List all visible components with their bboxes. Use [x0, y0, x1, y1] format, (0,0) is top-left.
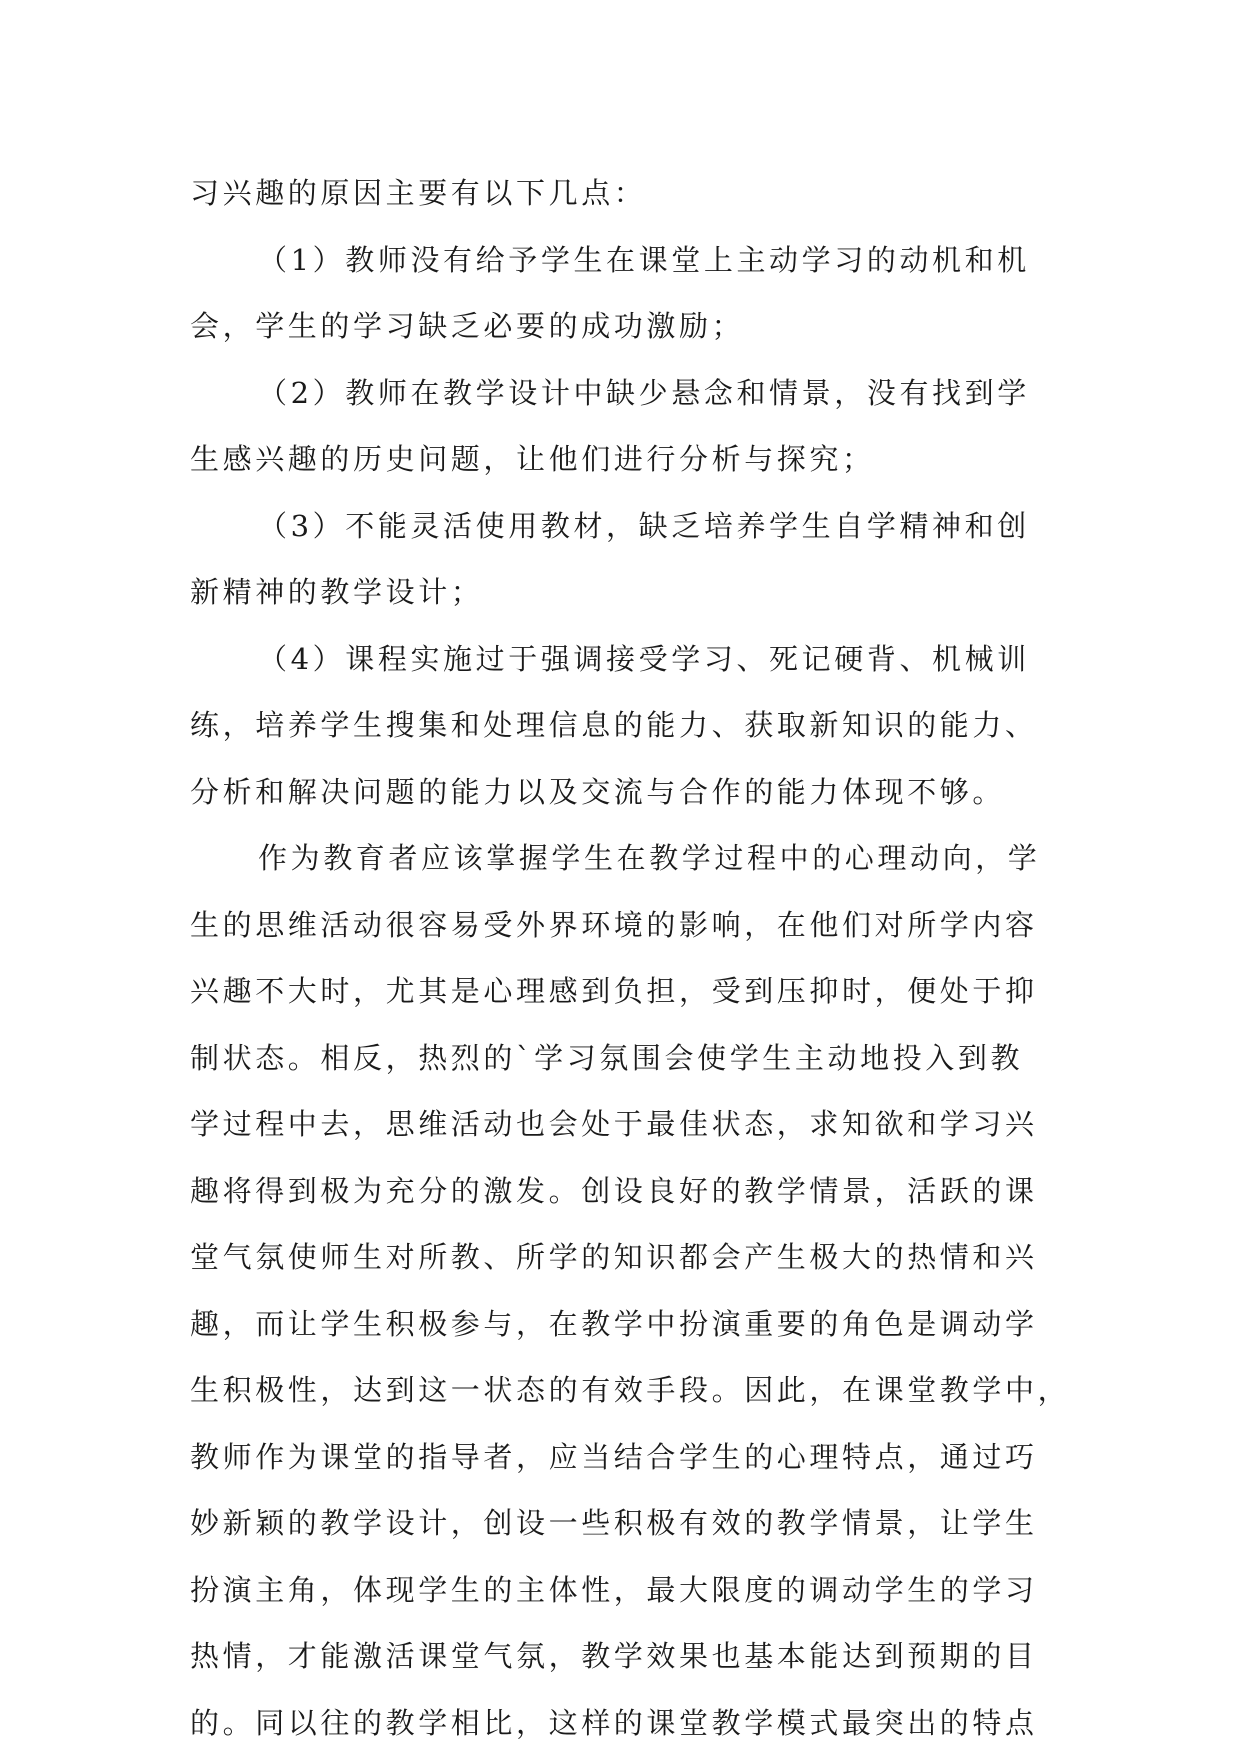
text-line: 习兴趣的原因主要有以下几点： — [190, 160, 1052, 227]
text-line: 新精神的教学设计； — [190, 559, 1052, 626]
text-line: （2）教师在教学设计中缺少悬念和情景，没有找到学 — [190, 360, 1052, 427]
text-line: 趣将得到极为充分的激发。创设良好的教学情景，活跃的课 — [190, 1158, 1052, 1225]
text-line: 分析和解决问题的能力以及交流与合作的能力体现不够。 — [190, 759, 1052, 826]
text-line: 生的思维活动很容易受外界环境的影响，在他们对所学内容 — [190, 892, 1052, 959]
text-line: 制状态。相反，热烈的`学习氛围会使学生主动地投入到教 — [190, 1025, 1052, 1092]
text-line: （3）不能灵活使用教材，缺乏培养学生自学精神和创 — [190, 493, 1052, 560]
text-line: 生积极性，达到这一状态的有效手段。因此，在课堂教学中， — [190, 1357, 1052, 1424]
text-line: 堂气氛使师生对所教、所学的知识都会产生极大的热情和兴 — [190, 1224, 1052, 1291]
text-line: 教师作为课堂的指导者，应当结合学生的心理特点，通过巧 — [190, 1424, 1052, 1491]
text-line: 学过程中去，思维活动也会处于最佳状态，求知欲和学习兴 — [190, 1091, 1052, 1158]
text-line: 会，学生的学习缺乏必要的成功激励； — [190, 293, 1052, 360]
text-line: 练，培养学生搜集和处理信息的能力、获取新知识的能力、 — [190, 692, 1052, 759]
text-line: （4）课程实施过于强调接受学习、死记硬背、机械训 — [190, 626, 1052, 693]
text-line: 扮演主角，体现学生的主体性，最大限度的调动学生的学习 — [190, 1557, 1052, 1624]
text-line: 妙新颖的教学设计，创设一些积极有效的教学情景，让学生 — [190, 1490, 1052, 1557]
text-line: 趣，而让学生积极参与，在教学中扮演重要的角色是调动学 — [190, 1291, 1052, 1358]
body-text — [190, 160, 1052, 1756]
text-line: 生感兴趣的历史问题，让他们进行分析与探究； — [190, 426, 1052, 493]
text-line: 的。同以往的教学相比，这样的课堂教学模式最突出的特点 — [190, 1690, 1052, 1756]
text-line: 兴趣不大时，尤其是心理感到负担，受到压抑时，便处于抑 — [190, 958, 1052, 1025]
text-line: 作为教育者应该掌握学生在教学过程中的心理动向，学 — [190, 825, 1052, 892]
text-line: 热情，才能激活课堂气氛，教学效果也基本能达到预期的目 — [190, 1623, 1052, 1690]
text-line: （1）教师没有给予学生在课堂上主动学习的动机和机 — [190, 227, 1052, 294]
